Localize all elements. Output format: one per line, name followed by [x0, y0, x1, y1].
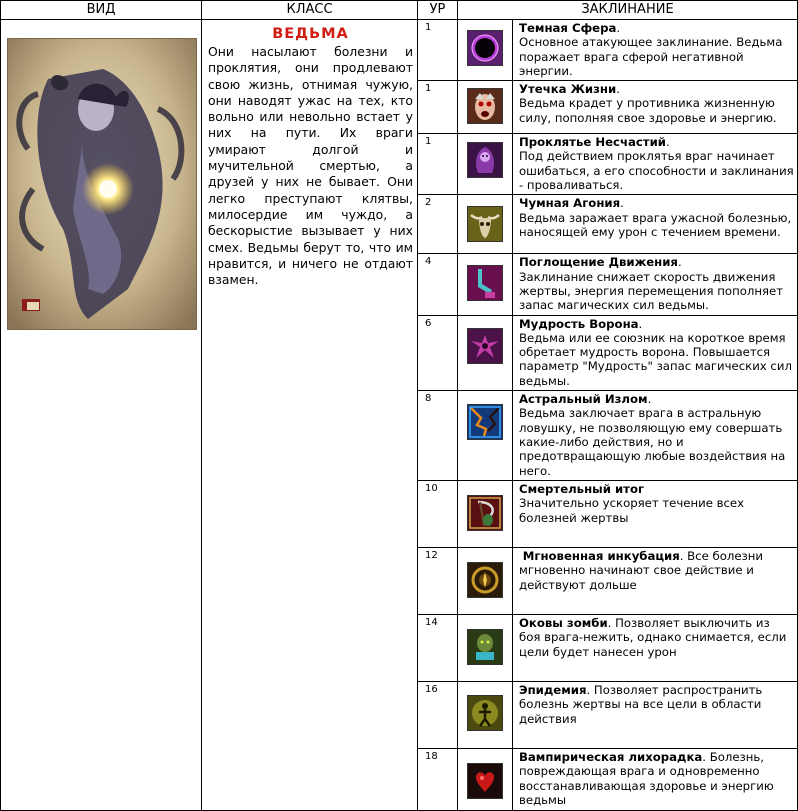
- header-klass: КЛАСС: [202, 1, 418, 20]
- spell-name: Мудрость Ворона: [519, 316, 639, 331]
- dark-sphere-icon: [467, 30, 503, 66]
- spell-entry: Эпидемия. Позволяет распространить болезнь жертвы на все цели в области действия: [513, 682, 798, 749]
- spell-level: 1: [418, 134, 458, 195]
- spell-level: 4: [418, 254, 458, 315]
- spell-name: Утечка Жизни: [519, 82, 617, 97]
- spell-level: 6: [418, 315, 458, 390]
- vampiric-fever-icon: [467, 763, 503, 799]
- spell-level: 1: [418, 81, 458, 134]
- spell-entry: Утечка Жизни. Ведьма крадет у противника жизненную силу, пополняя свое здоровье и энергию.: [513, 81, 798, 134]
- class-cell: [202, 20, 418, 811]
- instant-incubation-icon: [467, 562, 503, 598]
- spell-description: Болезнь, повреждающая врага и одновременно восстанавливающая здоровье и энергию ведьмы: [519, 750, 774, 807]
- spell-description: Позволяет распространить болезнь жертвы на все цели в области действия: [519, 683, 763, 726]
- spell-name: Чумная Агония: [519, 196, 621, 211]
- spell-level: 16: [418, 682, 458, 749]
- spell-level: 8: [418, 391, 458, 481]
- spell-entry: Проклятье Несчастий. Под действием проклятья враг начинает ошибаться, а его способности и заклинания - проваливаться.: [513, 134, 798, 195]
- appearance-cell: [1, 20, 202, 811]
- spell-description: Под действием проклятья враг начинает ошибаться, а его способности и заклинания - проваливаться.: [519, 149, 794, 193]
- zombie-shackles-icon: [467, 629, 503, 665]
- spell-description: Значительно ускоряет течение всех болезней жертвы: [519, 496, 745, 525]
- astral-rift-icon: [467, 404, 503, 440]
- spell-entry: Мудрость Ворона. Ведьма или ее союзник на короткое время обретает мудрость ворона. Повышается параметр "Мудрость" запас магических сил ведьмы.: [513, 315, 798, 390]
- spell-level: 12: [418, 548, 458, 615]
- spell-level: 2: [418, 195, 458, 254]
- spell-description: Основное атакующее заклинание. Ведьма поражает врага сферой негативной энергии.: [519, 35, 783, 78]
- spell-description: Заклинание снижает скорость движения жертвы, энергия перемещения пополняет запас магических сил ведьмы.: [519, 269, 783, 313]
- spell-name: Астральный Излом: [519, 392, 648, 407]
- spell-entry: Мгновенная инкубация. Все болезни мгновенно начинают свое действие и действуют дольше: [513, 548, 798, 615]
- spell-description: Ведьма заключает врага в астральную ловушку, не позволяющую ему совершать какие-либо действия, но и предотвращающую любые воздействия на него.: [519, 406, 786, 478]
- spell-entry: Поглощение Движения. Заклинание снижает скорость движения жертвы, энергия перемещения пополняет запас магических сил ведьмы.: [513, 254, 798, 315]
- spell-description: Ведьма заражает врага ужасной болезнью, наносящей ему урон с течением времени.: [519, 210, 792, 239]
- class-name: ВЕДЬМА: [272, 26, 349, 42]
- witch-portrait-image: [7, 38, 197, 330]
- spell-name: Мгновенная инкубация: [522, 549, 680, 564]
- spell-level: 1: [418, 20, 458, 81]
- spell-entry: Астральный Излом. Ведьма заключает врага в астральную ловушку, не позволяющую ему совершать какие-либо действия, но и предотвращающую любые воздействия на него.: [513, 391, 798, 481]
- spell-description: Позволяет выключить из боя врага-нежить, однако снимается, если цели будет нанесен урон: [519, 616, 787, 659]
- spell-description: Ведьма или ее союзник на короткое время обретает мудрость ворона. Повышается параметр "Мудрость" запас магических сил ведьмы.: [519, 330, 792, 388]
- spell-name: Темная Сфера: [519, 21, 617, 35]
- header-row: [1, 1, 798, 20]
- absorb-motion-icon: [467, 265, 503, 301]
- spell-entry: Оковы зомби. Позволяет выключить из боя врага-нежить, однако снимается, если цели будет нанесен урон: [513, 615, 798, 682]
- epidemic-icon: [467, 695, 503, 731]
- spell-entry: Темная Сфера. Основное атакующее заклинание. Ведьма поражает врага сферой негативной энергии.: [513, 20, 798, 81]
- header-vid: ВИД: [1, 1, 202, 20]
- spell-level: 14: [418, 615, 458, 682]
- header-level: УР: [418, 1, 458, 20]
- spell-level: 18: [418, 749, 458, 811]
- raven-wisdom-icon: [467, 328, 503, 364]
- spell-name: Оковы зомби: [519, 616, 608, 631]
- plague-skull-icon: [467, 206, 503, 242]
- spell-name: Вампирическая лихорадка: [519, 750, 703, 765]
- life-drain-icon: [467, 88, 503, 124]
- spell-entry: [513, 481, 798, 548]
- spell-name: Смертельный итог: [519, 482, 645, 497]
- spell-name: Проклятье Несчастий: [519, 135, 666, 150]
- spell-description: Ведьма крадет у противника жизненную силу, пополняя свое здоровье и энергию.: [519, 96, 777, 125]
- spell-description: Все болезни мгновенно начинают свое действие и действуют дольше: [519, 549, 763, 592]
- spell-row: [1, 20, 798, 81]
- deadly-outcome-icon: [467, 495, 503, 531]
- spell-name: Поглощение Движения: [519, 255, 678, 270]
- spell-level: 10: [418, 481, 458, 548]
- spell-entry: Вампирическая лихорадка. Болезнь, повреждающая врага и одновременно восстанавливающая здоровье и энергию ведьмы: [513, 749, 798, 811]
- header-spell: ЗАКЛИНАНИЕ: [458, 1, 798, 20]
- spell-name: Эпидемия: [519, 683, 587, 698]
- class-description: Они насылают болезни и проклятия, они продлевают свою жизнь, отнимая чужую, они наводят ужас на тех, кто вольно или невольно встает у них на пути. Их враги умирают долгой и мучительной смертью, а друзей у них не бывает. Они легко преступают клятвы, милосердие им чуждо, а бескорыстие вызывает у них смех. Ведьмы берут то, что им нравится, и ничего не отдают взамен.: [208, 44, 413, 288]
- spell-entry: Чумная Агония. Ведьма заражает врага ужасной болезнью, наносящей ему урон с течением времени.: [513, 195, 798, 254]
- curse-of-misfortune-icon: [467, 142, 503, 178]
